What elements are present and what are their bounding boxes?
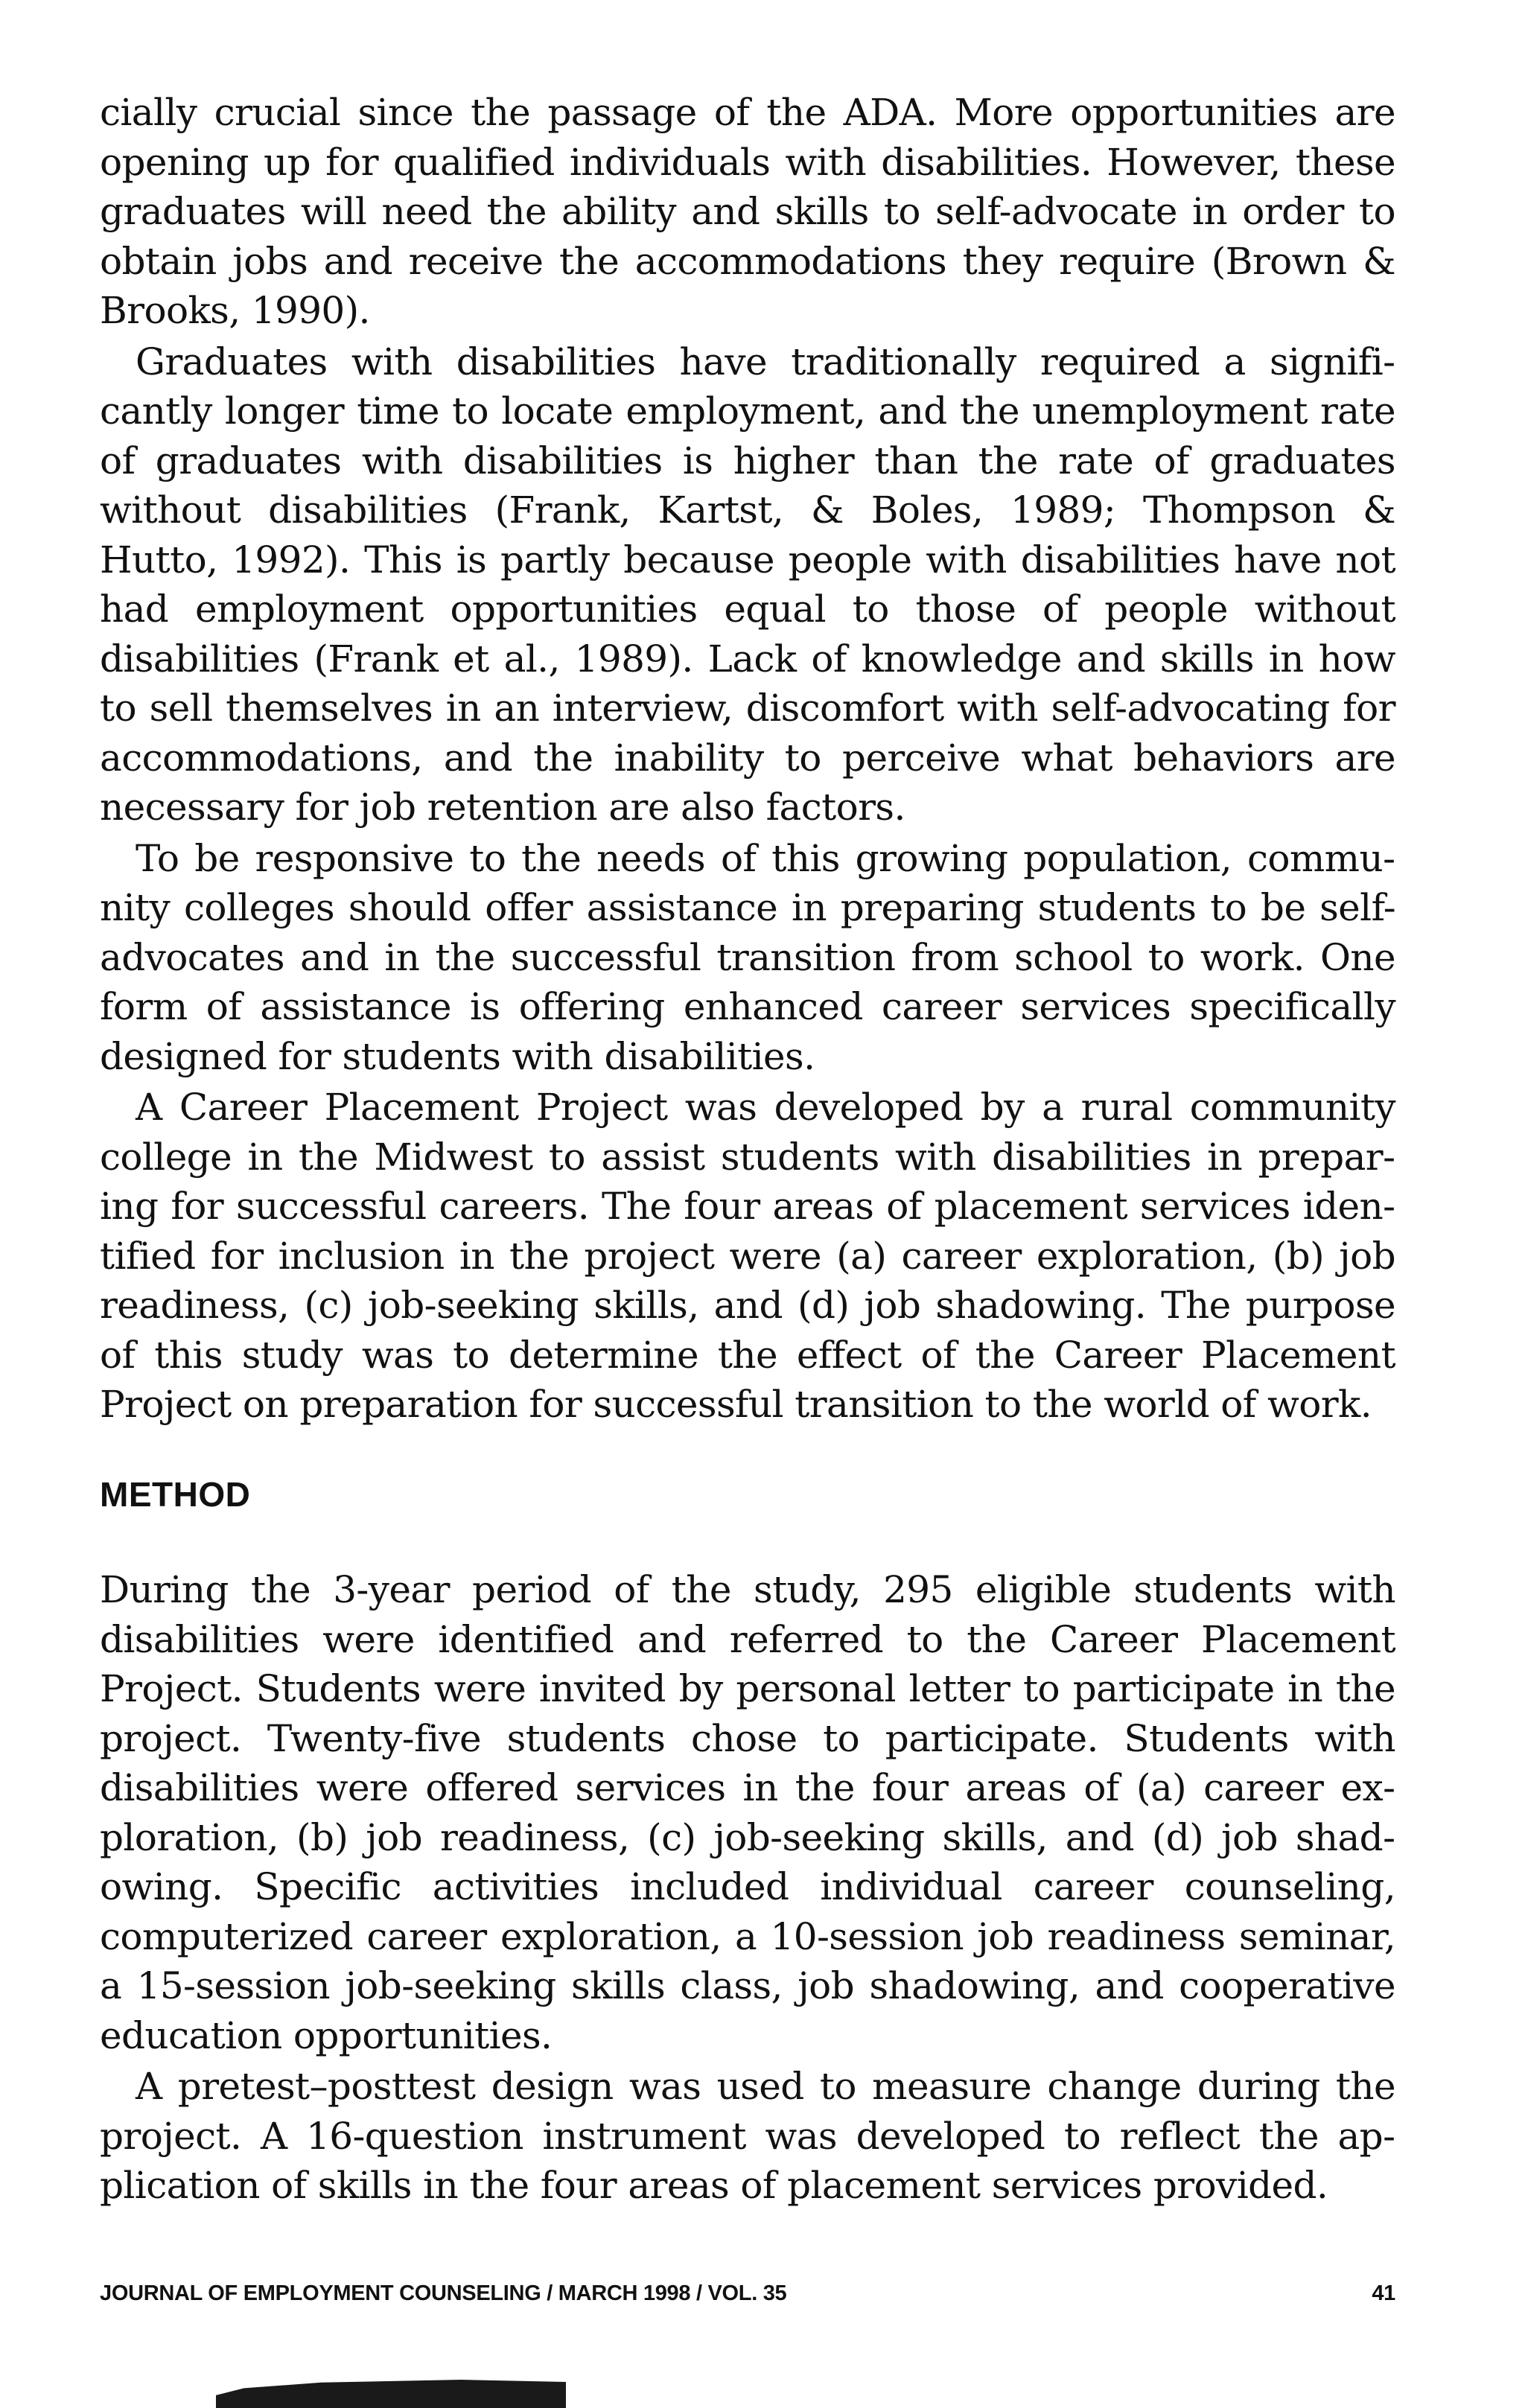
paragraph-graduates-employment: Graduates with disabilities have traditionally required a significantly longer time to locate employment, and the unemployment rate of graduates with disabilities is higher than the rate of graduates without disabilities (Frank, Kartst, & Boles, 1989; Thompson & Hutto, 1992). This is partly because people with disabilities have not had employment opportunities equal to those of people without disabilities (Frank et al., 1989). Lack of knowledge and skills in how to sell themselves in an interview, discomfort with self-advocating for accommodations, and the inability to perceive what behaviors are necessary for job retention are also factors. (100, 340, 1395, 829)
paragraph-pretest-posttest: A pretest–posttest design was used to measure change during the project. A 16-question instrument was developed to reflect the application of skills in the four areas of placement services provided. (100, 2065, 1395, 2207)
section-heading-method: METHOD (100, 1475, 251, 1514)
article-body-top (100, 88, 1395, 1431)
paragraph-study-period: During the 3-year period of the study, 295 eligible students with disabilities were identified and referred to the Career Placement Project. Students were invited by personal letter to participate in the project. Twenty-five students chose to participate. Students with disabilities were offered services in the four areas of (a) career exploration, (b) job readiness, (c) job-seeking skills, and (d) job shadowing. Specific activities included individual career counseling, computerized career exploration, a 10-session job readiness seminar, a 15-session job-seeking skills class, job shadowing, and cooperative education opportunities. (100, 1568, 1395, 2057)
paragraph-continuation: cially crucial since the passage of the ADA. More opportunities are opening up for qualified individuals with disabilities. However, these graduates will need the ability and skills to self-advocate in order to obtain jobs and receive the accommodations they require (Brown & Brooks, 1990). (100, 91, 1395, 332)
scan-artifact-mark (216, 2380, 566, 2408)
paragraph-community-colleges: To be responsive to the needs of this growing population, community colleges should offer assistance in preparing students to be self-advocates and in the successful transition from school to work. One form of assistance is offering enhanced career services specifically designed for students with disabilities. (100, 836, 1395, 1078)
page-number: 41 (1372, 2281, 1395, 2305)
paragraph-career-placement-project: A Career Placement Project was developed by a rural community college in the Midwest to assist students with disabilities in preparing for successful careers. The four areas of placement services identified for inclusion in the project were (a) career exploration, (b) job readiness, (c) job-seeking skills, and (d) job shadowing. The purpose of this study was to determine the effect of the Career Placement Project on preparation for successful transition to the world of work. (100, 1086, 1395, 1426)
journal-citation: JOURNAL OF EMPLOYMENT COUNSELING / MARCH 1998 / VOL. 35 (100, 2281, 787, 2305)
article-body-method (100, 1565, 1395, 2212)
